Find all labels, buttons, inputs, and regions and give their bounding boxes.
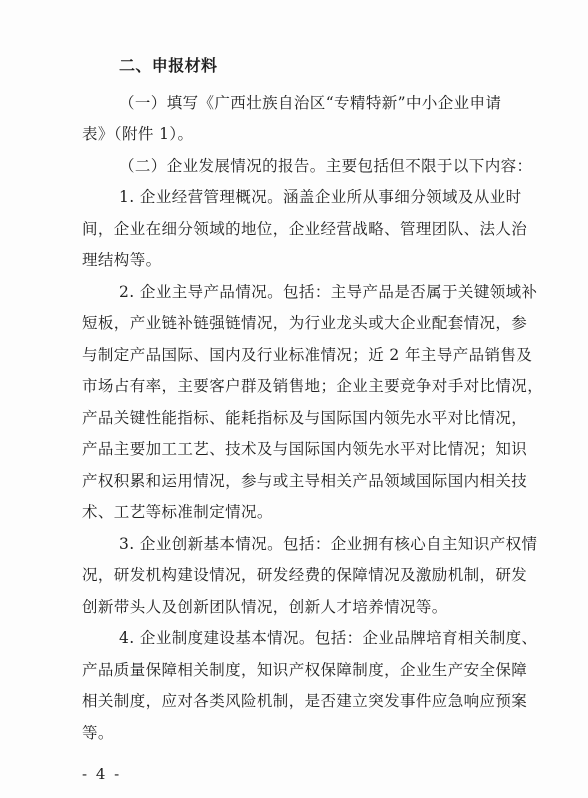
paragraph-line: 术、工艺等标准制定情况。 <box>82 503 273 521</box>
paragraph-line: 产权积累和运用情况，参与或主导相关产品领域国际国内相关技 <box>82 472 528 490</box>
section-heading: 二、申报材料 <box>119 56 218 75</box>
paragraph-line: 理结构等。 <box>82 251 162 269</box>
paragraph-line: 4. 企业制度建设基本情况。包括：企业品牌培育相关制度、 <box>119 629 538 647</box>
paragraph-line: 与制定产品国际、国内及行业标准情况；近 2 年主导产品销售及 <box>82 346 533 364</box>
paragraph-line: 等。 <box>82 724 114 742</box>
paragraph-line: 产品质量保障相关制度，知识产权保障制度，企业生产安全保障 <box>82 661 528 679</box>
paragraph-line: 创新带头人及创新团队情况，创新人才培养情况等。 <box>82 598 448 616</box>
paragraph-line: （二）企业发展情况的报告。主要包括但不限于以下内容： <box>119 157 533 175</box>
paragraph-line: 间，企业在细分领域的地位，企业经营战略、管理团队、法人治 <box>82 220 528 238</box>
paragraph-line: 市场占有率，主要客户群及销售地；企业主要竞争对手对比情况， <box>82 377 544 395</box>
paragraph-line: 相关制度，应对各类风险机制，是否建立突发事件应急响应预案 <box>82 692 528 710</box>
paragraph-line: 产品关键性能指标、能耗指标及与国际国内领先水平对比情况， <box>82 409 528 427</box>
paragraph-line: （一）填写《广西壮族自治区“专精特新”中小企业申请 <box>119 94 502 112</box>
paragraph-line: 况，研发机构建设情况，研发经费的保障情况及激励机制，研发 <box>82 566 528 584</box>
paragraph-line: 1. 企业经营管理概况。涵盖企业所从事细分领域及从业时 <box>119 188 522 206</box>
paragraph-line: 表》（附件 1）。 <box>82 125 194 143</box>
paragraph-line: 产品主要加工工艺、技术及与国际国内领先水平对比情况；知识 <box>82 440 528 458</box>
paragraph-line: 短板，产业链补链强链情况，为行业龙头或大企业配套情况，参 <box>82 314 528 332</box>
paragraph-line: 3. 企业创新基本情况。包括：企业拥有核心自主知识产权情 <box>119 535 538 553</box>
page-number: - 4 - <box>82 765 122 783</box>
paragraph-line: 2. 企业主导产品情况。包括：主导产品是否属于关键领域补 <box>119 283 538 301</box>
